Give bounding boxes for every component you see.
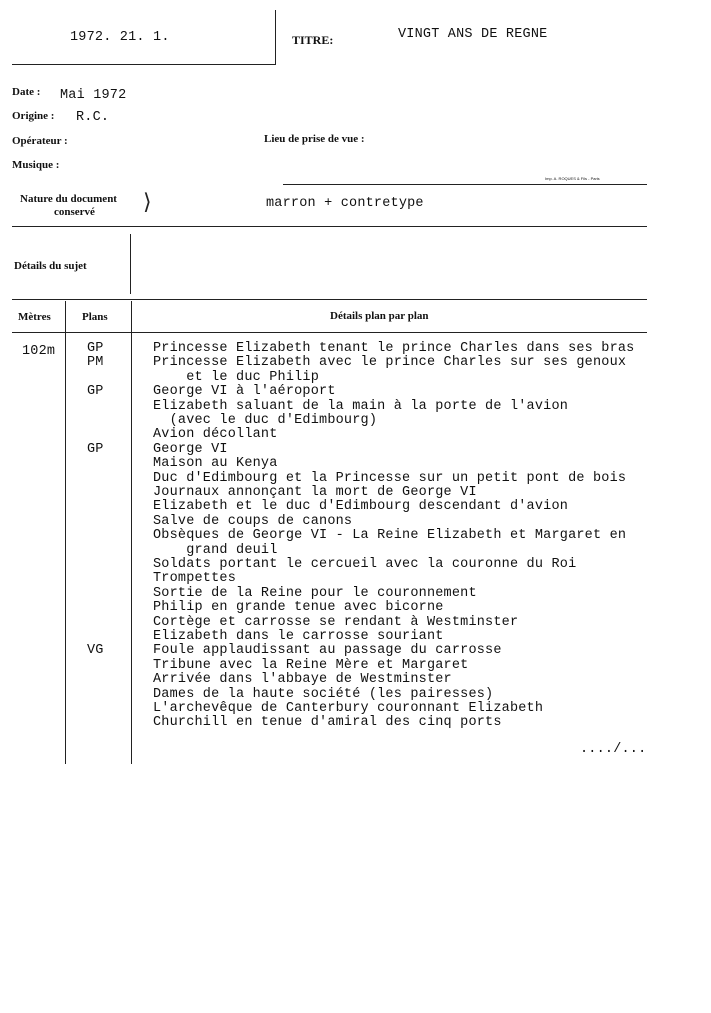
date-label: Date : [12, 86, 41, 98]
document-reference: 1972. 21. 1. [70, 30, 170, 45]
row-detail-text: Journaux annonçant la mort de George VI [153, 485, 477, 500]
nature-value: marron + contretype [266, 196, 424, 211]
origine-label: Origine : [12, 110, 55, 122]
nature-brace: ⟩ [143, 190, 152, 215]
metres-value: 102m [22, 344, 56, 359]
nature-bottom-line [12, 226, 647, 227]
titre-value: VINGT ANS DE REGNE [398, 27, 548, 42]
origine-value: R.C. [76, 110, 110, 125]
row-detail-text: Tribune avec la Reine Mère et Margaret [153, 657, 469, 673]
row-detail-text: Obsèques de George VI - La Reine Elizabeth et Margaret en [153, 528, 627, 544]
row-detail-text: Arrivée dans l'abbaye de Westminster [153, 672, 452, 688]
continuation-marker: ..../... [580, 742, 647, 757]
row-detail-text: Soldats portant le cercueil avec la couronne du Roi [153, 557, 577, 572]
header-divider-vertical [275, 10, 276, 65]
row-detail-text: George VI [153, 441, 228, 457]
row-detail-text: Philip en grande tenue avec bicorne [153, 600, 444, 616]
operateur-label: Opérateur : [12, 135, 68, 147]
lieu-label: Lieu de prise de vue : [264, 133, 365, 145]
details-sujet-bracket [130, 234, 131, 294]
row-detail-text: Cortège et carrosse se rendant à Westminster [153, 614, 519, 630]
row-detail-text: Elizabeth et le duc d'Edimbourg descendant d'avion [153, 499, 569, 515]
table-top-line [12, 299, 647, 300]
row-detail-text: Churchill en tenue d'amiral des cinq ports [153, 715, 502, 731]
row-detail-text: Sortie de la Reine pour le couronnement [153, 585, 477, 601]
row-detail-text: Princesse Elizabeth tenant le prince Charles dans ses bras [153, 341, 635, 356]
details-sujet-label: Détails du sujet [14, 260, 87, 272]
row-detail-text: Princesse Elizabeth avec le prince Charles sur ses genoux [153, 355, 627, 371]
imprimeur-text: Imp. A. ROQUES & Fils - Paris [545, 176, 600, 181]
row-detail-text: Maison au Kenya [153, 456, 278, 472]
musique-label: Musique : [12, 159, 60, 171]
nature-label-line2: conservé [54, 206, 95, 218]
date-value: Mai 1972 [60, 88, 127, 103]
row-plan: VG [87, 643, 104, 659]
row-detail-text: Elizabeth dans le carrosse souriant [153, 629, 444, 644]
row-detail-text: (avec le duc d'Edimbourg) [153, 413, 378, 428]
row-detail-text: Duc d'Edimbourg et la Princesse sur un petit pont de bois [153, 470, 627, 486]
column-separator-1 [65, 301, 66, 764]
row-detail-text: George VI à l'aéroport [153, 384, 336, 400]
row-detail-text: Salve de coups de canons [153, 513, 353, 529]
row-detail-text: grand deuil [153, 542, 278, 558]
row-detail-text: et le duc Philip [153, 369, 320, 385]
fields-bottom-line [283, 184, 647, 185]
column-separator-2 [131, 301, 132, 764]
titre-label: TITRE: [292, 33, 334, 47]
row-detail-text: Avion décollant [153, 427, 278, 443]
row-plan: GP [87, 341, 104, 356]
row-detail-text: Elizabeth saluant de la main à la porte de l'avion [153, 398, 569, 414]
column-header-plans: Plans [82, 311, 108, 323]
row-plan: PM [87, 355, 104, 371]
row-detail-text: Trompettes [153, 571, 237, 587]
column-header-metres: Mètres [18, 311, 51, 323]
row-detail-text: Foule applaudissant au passage du carrosse [153, 643, 502, 659]
row-plan: GP [87, 441, 104, 457]
header-divider-horizontal [12, 64, 276, 65]
column-header-details: Détails plan par plan [330, 310, 429, 322]
row-detail-text: Dames de la haute société (les pairesses) [153, 686, 494, 702]
row-plan: GP [87, 384, 104, 400]
row-detail-text: L'archevêque de Canterbury couronnant Elizabeth [153, 701, 544, 716]
table-header-underline [12, 332, 647, 333]
nature-label-line1: Nature du document [20, 193, 117, 205]
